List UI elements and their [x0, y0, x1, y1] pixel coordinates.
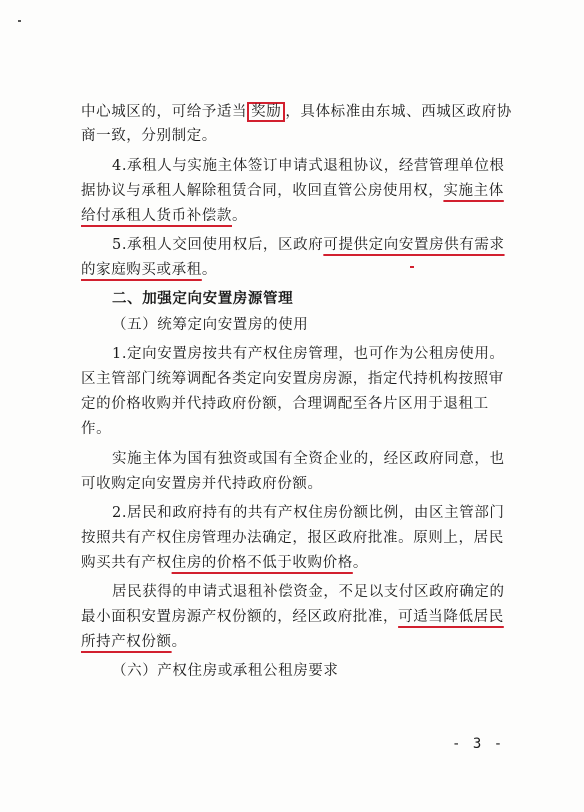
underline-highlight: 住房的价格不低于收购价格 [171, 555, 353, 571]
paragraph-line: 中心城区的，可给予适当 奖励 ，具体标准由东城、西城区政府协 [81, 104, 512, 120]
paragraph-line: 1.定向安置房按共有产权住房管理，也可作为公租房使用。 [112, 346, 505, 362]
underline-highlight: 所持产权份额 [81, 634, 172, 650]
paragraph-line: 按照共有产权住房管理办法确定，报区政府批准。原则上，居民 [81, 530, 504, 546]
red-pen-mark [410, 266, 414, 268]
paragraph-line: 据协议与承租人解除租赁合同，收回直管公房使用权，实施主体 [81, 183, 504, 199]
paragraph-line: 4.承租人与实施主体签订申请式退租协议，经营管理单位根 [112, 158, 505, 174]
paragraph-line: 居民获得的申请式退租补偿资金，不足以支付区政府确定的 [112, 584, 505, 600]
paragraph-line: 5.承租人交回使用权后，区政府可提供定向安置房供有需求 [112, 237, 505, 253]
underline-highlight: 实施主体 [443, 183, 504, 199]
underline-highlight: 的家庭购买或承租 [81, 262, 202, 278]
paragraph-line: 2.居民和政府持有的共有产权住房份额比例，由区主管部门 [112, 505, 505, 521]
paragraph-line: 所持产权份额。 [81, 634, 187, 650]
paragraph-line: 区主管部门统筹调配各类定向安置房房源，指定代持机构按照审 [81, 371, 504, 387]
underline-highlight: 可提供定向安置房供有需求 [323, 237, 505, 253]
paragraph-line: 的家庭购买或承租。 [81, 262, 217, 278]
highlight-box: 奖励 [247, 102, 285, 122]
underline-highlight: 给付承租人货币补偿款 [81, 208, 232, 224]
paragraph-line: 商一致，分别制定。 [81, 128, 217, 144]
subsection-heading: （六）产权住房或承租公租房要求 [112, 663, 339, 679]
paragraph-line: 最小面积安置房源产权份额的，经区政府批准，可适当降低居民 [81, 609, 504, 625]
paragraph-line: 作。 [81, 421, 112, 437]
paragraph-line: 给付承租人货币补偿款。 [81, 208, 248, 224]
subsection-heading: （五）统筹定向安置房的使用 [112, 317, 309, 333]
section-heading: 二、加强定向安置房源管理 [112, 290, 294, 307]
page-number: - 3 - [452, 736, 505, 752]
paragraph-line: 定的价格收购并代持政府份额，合理调配至各片区用于退租工 [81, 396, 489, 412]
paragraph-line: 购买共有产权住房的价格不低于收购价格。 [81, 555, 368, 571]
paragraph-line: 可收购定向安置房并代持政府份额。 [81, 476, 323, 492]
scan-mark [18, 20, 21, 22]
underline-highlight: 可适当降低居民 [398, 609, 504, 625]
paragraph-line: 实施主体为国有独资或国有全资企业的，经区政府同意，也 [112, 451, 505, 467]
